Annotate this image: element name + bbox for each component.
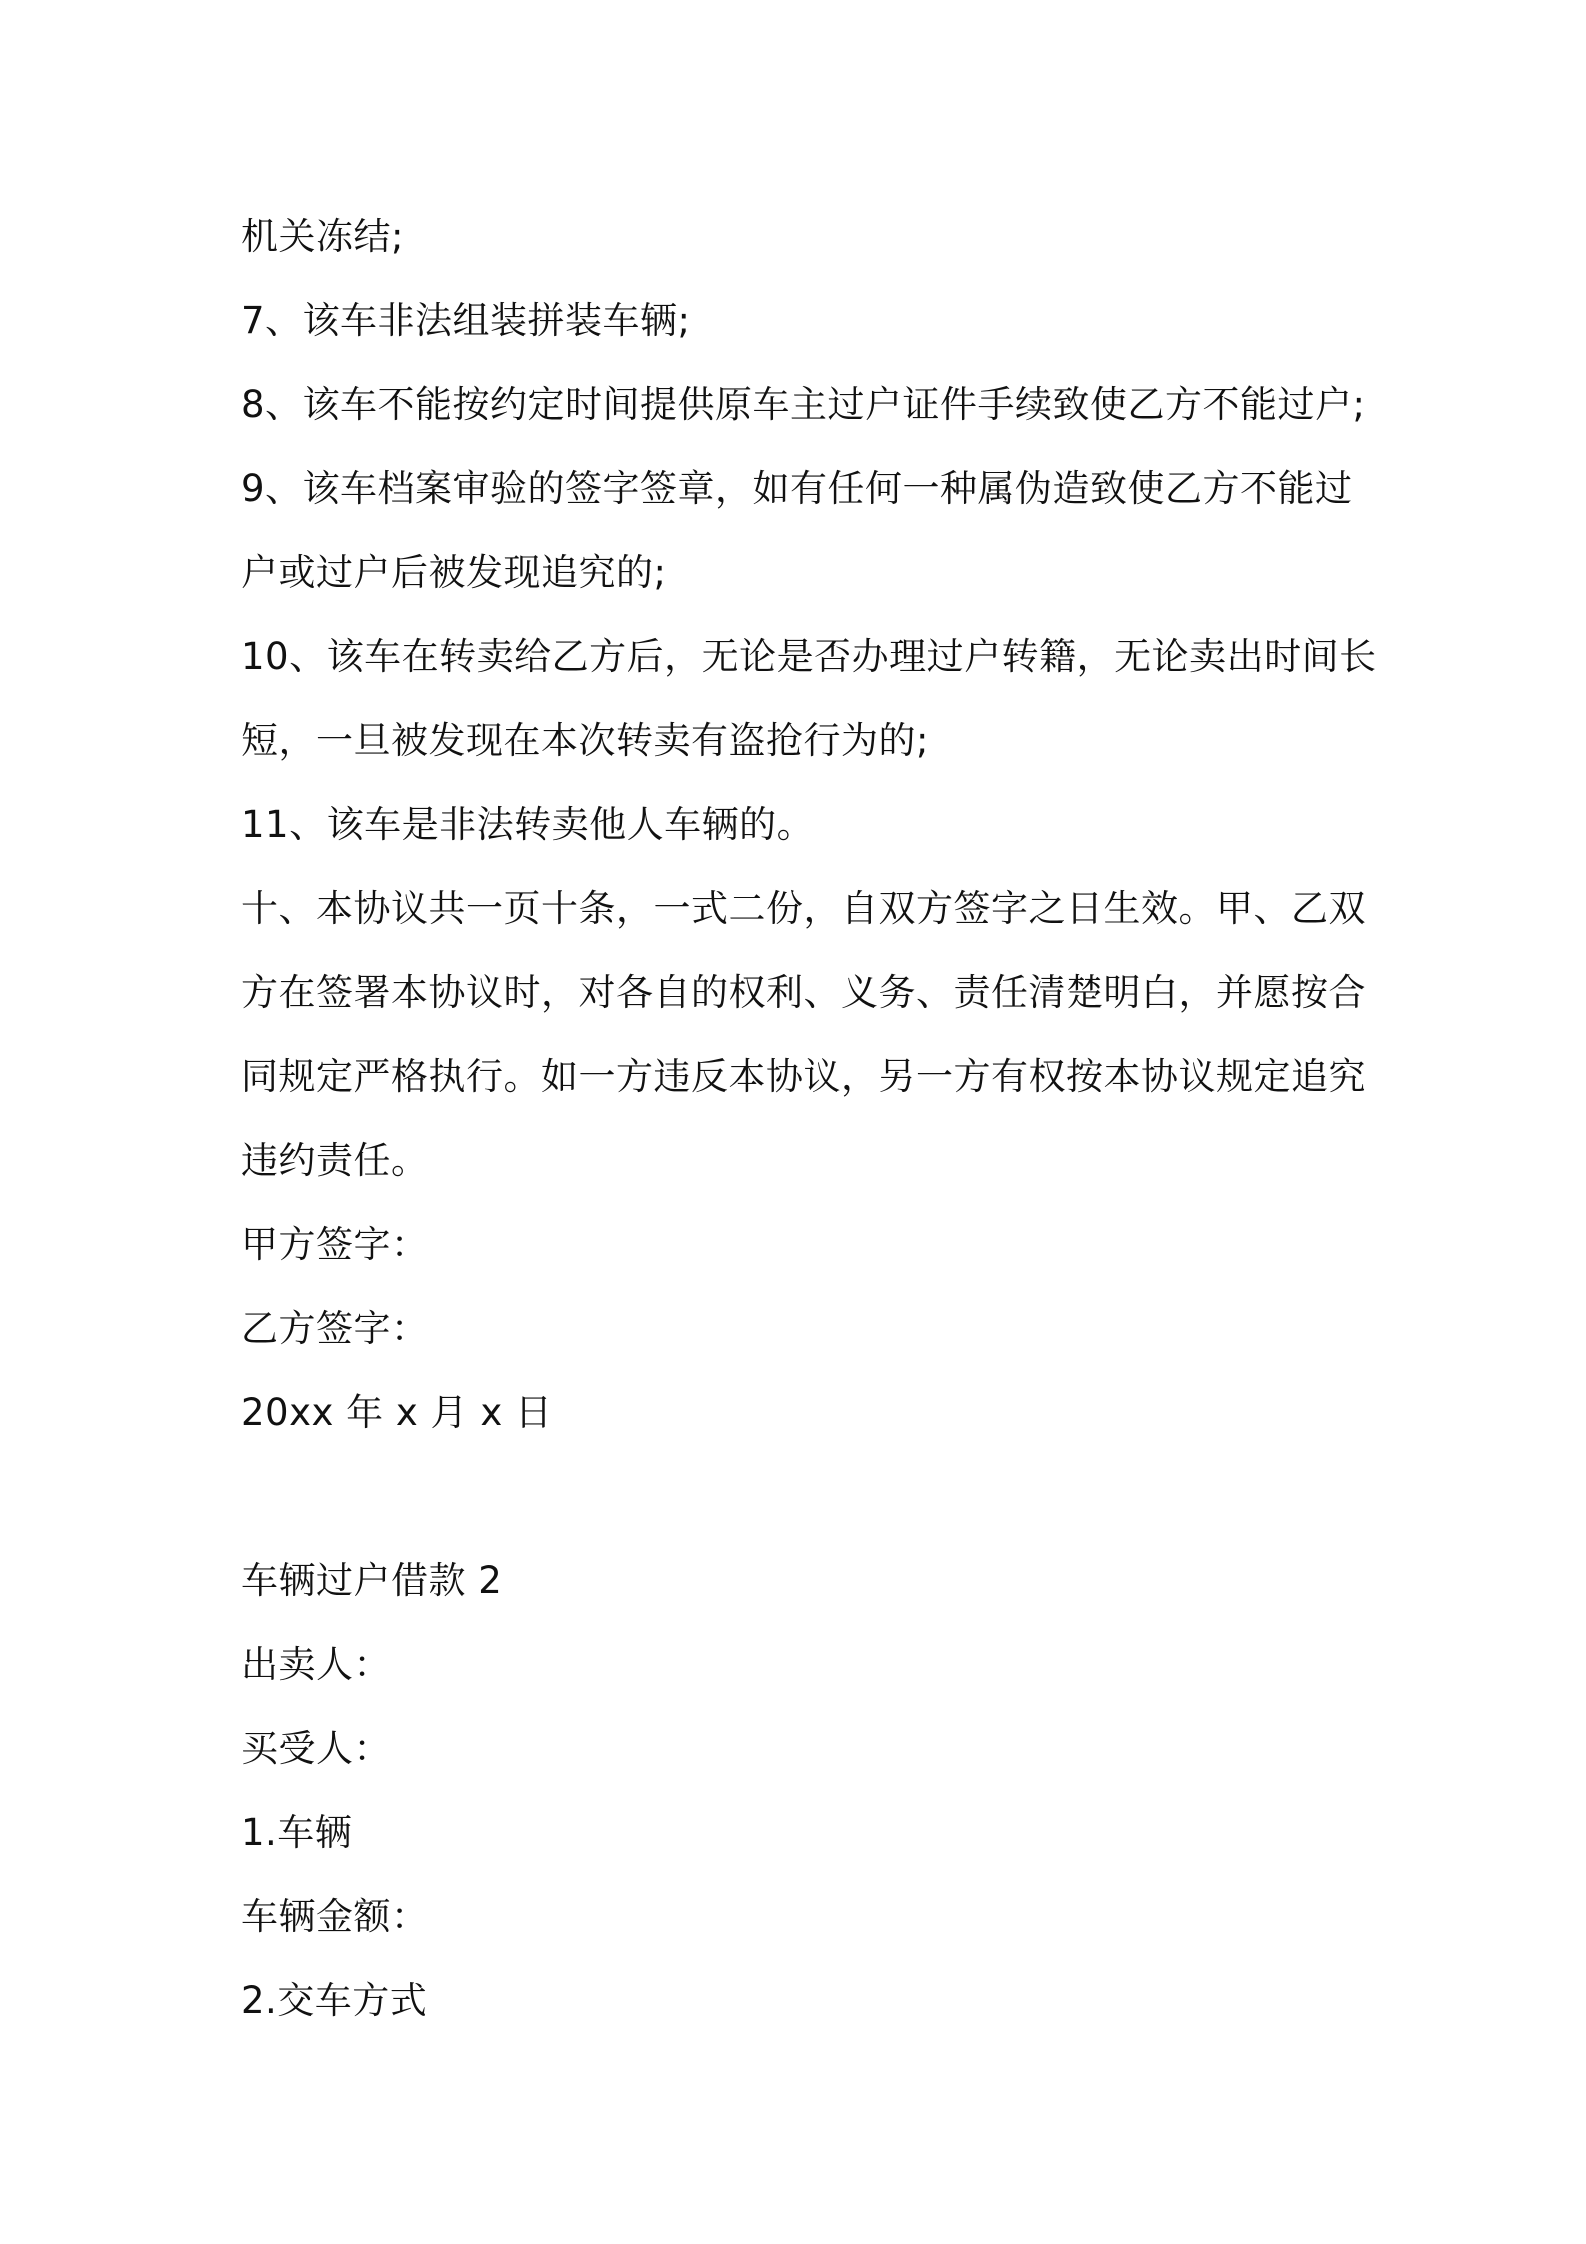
party-a-signature: 甲方签字： [241,1223,429,1266]
signing-date: 20xx 年 x 月 x 日 [241,1391,553,1434]
section-title: 车辆过户借款 2 [241,1559,503,1602]
vehicle-amount-field: 车辆金额： [241,1895,429,1938]
article-10: 十、本协议共一页十条，一式二份，自双方签字之日生效。甲、乙双 [241,887,1366,930]
section-gap [241,1455,1361,1539]
seller-field: 出卖人： [241,1643,391,1686]
clause-9-cont: 户或过户后被发现追究的; [241,551,667,594]
clause-9: 9、该车档案审验的签字签章，如有任何一种属伪造致使乙方不能过 [241,467,1353,510]
clause-11: 11、该车是非法转卖他人车辆的。 [241,803,815,846]
clause-7: 7、该车非法组装拼装车辆; [241,299,691,342]
article-10-cont-3: 违约责任。 [241,1139,429,1182]
article-10-cont-1: 方在签署本协议时，对各自的权利、义务、责任清楚明白，并愿按合 [241,971,1366,1014]
article-10-cont-2: 同规定严格执行。如一方违反本协议，另一方有权按本协议规定追究 [241,1055,1366,1098]
clause-10: 10、该车在转卖给乙方后，无论是否办理过户转籍，无论卖出时间长 [241,635,1377,678]
item-vehicle: 1.车辆 [241,1811,353,1854]
buyer-field: 买受人： [241,1727,391,1770]
clause-8: 8、该车不能按约定时间提供原车主过户证件手续致使乙方不能过户; [241,383,1366,426]
clause-10-cont: 短，一旦被发现在本次转卖有盗抢行为的; [241,719,929,762]
document-body [241,195,1377,2043]
text-line: 机关冻结; [241,215,404,258]
party-b-signature: 乙方签字： [241,1307,429,1350]
item-delivery-method: 2.交车方式 [241,1979,428,2022]
